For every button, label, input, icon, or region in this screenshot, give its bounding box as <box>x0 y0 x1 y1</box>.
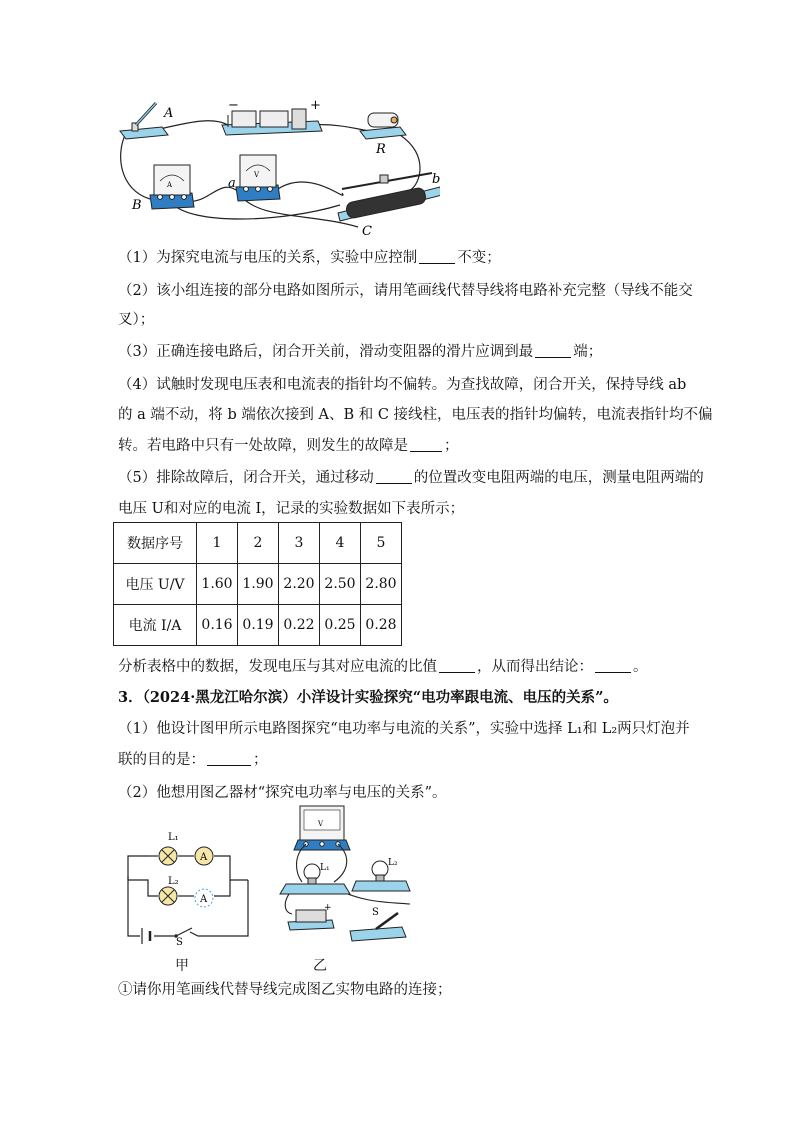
table-cell: 0.25 <box>320 605 361 646</box>
question-part-4-end: 转。若电路中只有一处故障，则发生的故障是 ； <box>118 438 459 454</box>
table-cell: 1.60 <box>197 564 238 605</box>
answer-blank[interactable] <box>439 658 475 673</box>
question-3-part-1: （1）他设计图甲所示电路图探究“电功率与电流的关系”，实验中选择 L₁和 L₂两只灯泡并 <box>118 721 690 737</box>
answer-blank[interactable] <box>376 469 412 484</box>
table-cell: 1.90 <box>238 564 279 605</box>
sliding-rheostat-icon <box>338 173 440 221</box>
svg-text:L₁: L₁ <box>320 863 330 873</box>
table-cell: 电流 I/A <box>114 605 197 646</box>
question-part-5-cont: 电压 U和对应的电流 I，记录的实验数据如下表所示； <box>118 501 465 517</box>
table-cell: 0.16 <box>197 605 238 646</box>
question-part-3: （3）正确连接电路后，闭合开关前，滑动变阻器的滑片应调到最 端； <box>118 344 603 360</box>
svg-text:C: C <box>362 224 372 239</box>
svg-text:L₂: L₂ <box>388 858 398 868</box>
svg-text:A: A <box>200 894 208 905</box>
table-row <box>114 564 402 605</box>
circuit-diagram-jia <box>118 828 258 946</box>
svg-text:B: B <box>132 198 142 213</box>
svg-text:S: S <box>372 907 379 918</box>
svg-text:A: A <box>200 852 208 863</box>
question-3-part-2: （2）他想用图乙器材“探究电功率与电压的关系”。 <box>118 785 447 801</box>
svg-text:+: + <box>324 903 332 913</box>
svg-text:−: − <box>228 98 239 113</box>
question-part-4-cont: 的 a 端不动，将 b 端依次接到 A、B 和 C 接线柱，电压表的指针均偏转，电流表指针均不偏 <box>118 407 713 423</box>
answer-blank[interactable] <box>419 249 455 264</box>
svg-text:L₁: L₁ <box>168 832 179 843</box>
svg-text:A: A <box>167 181 173 189</box>
table-cell: 2.20 <box>279 564 320 605</box>
caption-yi: 乙 <box>313 958 327 974</box>
answer-blank[interactable] <box>595 658 631 673</box>
table-cell: 电压 U/V <box>114 564 197 605</box>
table-cell: 3 <box>279 523 320 564</box>
question-part-2: （2）该小组连接的部分电路如图所示，请用笔画线代替导线将电路补充完整（导线不能交 <box>118 283 693 299</box>
table-cell: 0.19 <box>238 605 279 646</box>
table-cell: 0.28 <box>361 605 402 646</box>
knife-switch-icon <box>120 103 168 139</box>
table-cell: 数据序号 <box>114 523 197 564</box>
question-part-1: （1）为探究电流与电压的关系，实验中应控制 不变； <box>118 250 501 266</box>
bulb-l2-icon <box>352 861 410 891</box>
bulb-l1-icon <box>159 847 177 865</box>
svg-text:b: b <box>432 172 440 187</box>
answer-blank[interactable] <box>410 437 442 452</box>
table-cell: 2.50 <box>320 564 361 605</box>
resistor-icon <box>360 113 406 139</box>
bulb-l1-icon <box>280 864 350 894</box>
svg-text:+: + <box>310 98 321 113</box>
voltmeter-icon <box>294 806 350 850</box>
question-part-5: （5）排除故障后，闭合开关，通过移动 的位置改变电阻两端的电压，测量电阻两端的 <box>118 470 704 486</box>
svg-text:A: A <box>164 106 174 121</box>
data-table <box>113 522 402 646</box>
answer-blank[interactable] <box>207 751 251 766</box>
question-3-part-1-cont: 联的目的是： ； <box>118 752 268 768</box>
answer-blank[interactable] <box>535 343 571 358</box>
apparatus-bulb-l2-and-switch <box>348 845 428 945</box>
table-cell: 2.80 <box>361 564 402 605</box>
table-cell: 2 <box>238 523 279 564</box>
battery-symbol-icon <box>142 928 150 944</box>
svg-text:V: V <box>254 171 260 179</box>
table-cell: 1 <box>197 523 238 564</box>
table-row <box>114 523 402 564</box>
svg-text:a: a <box>228 176 236 191</box>
analysis-line: 分析表格中的数据，发现电压与其对应电流的比值 ，从而得出结论： 。 <box>118 659 648 675</box>
caption-jia: 甲 <box>175 958 189 974</box>
question-part-2-cont: 叉）； <box>118 312 155 328</box>
svg-text:R: R <box>376 142 386 157</box>
table-row <box>114 605 402 646</box>
svg-text:V: V <box>318 820 324 828</box>
table-cell: 0.22 <box>279 605 320 646</box>
svg-text:L₂: L₂ <box>168 876 179 887</box>
question-part-4: （4）试触时发现电压表和电流表的指针均不偏转。为查找故障，闭合开关，保持导线 ab <box>118 377 687 393</box>
battery-holder-icon <box>288 910 334 930</box>
question-3-title: 3．（2024·黑龙江哈尔滨）小洋设计实验探究“电功率跟电流、电压的关系”。 <box>118 689 618 706</box>
circuit-apparatus-figure <box>110 95 440 243</box>
question-3-subpart-1: ①请你用笔画线代替导线完成图乙实物电路的连接； <box>118 982 452 998</box>
bulb-l2-icon <box>159 887 177 905</box>
svg-text:S: S <box>176 937 183 946</box>
table-cell: 5 <box>361 523 402 564</box>
table-cell: 4 <box>320 523 361 564</box>
